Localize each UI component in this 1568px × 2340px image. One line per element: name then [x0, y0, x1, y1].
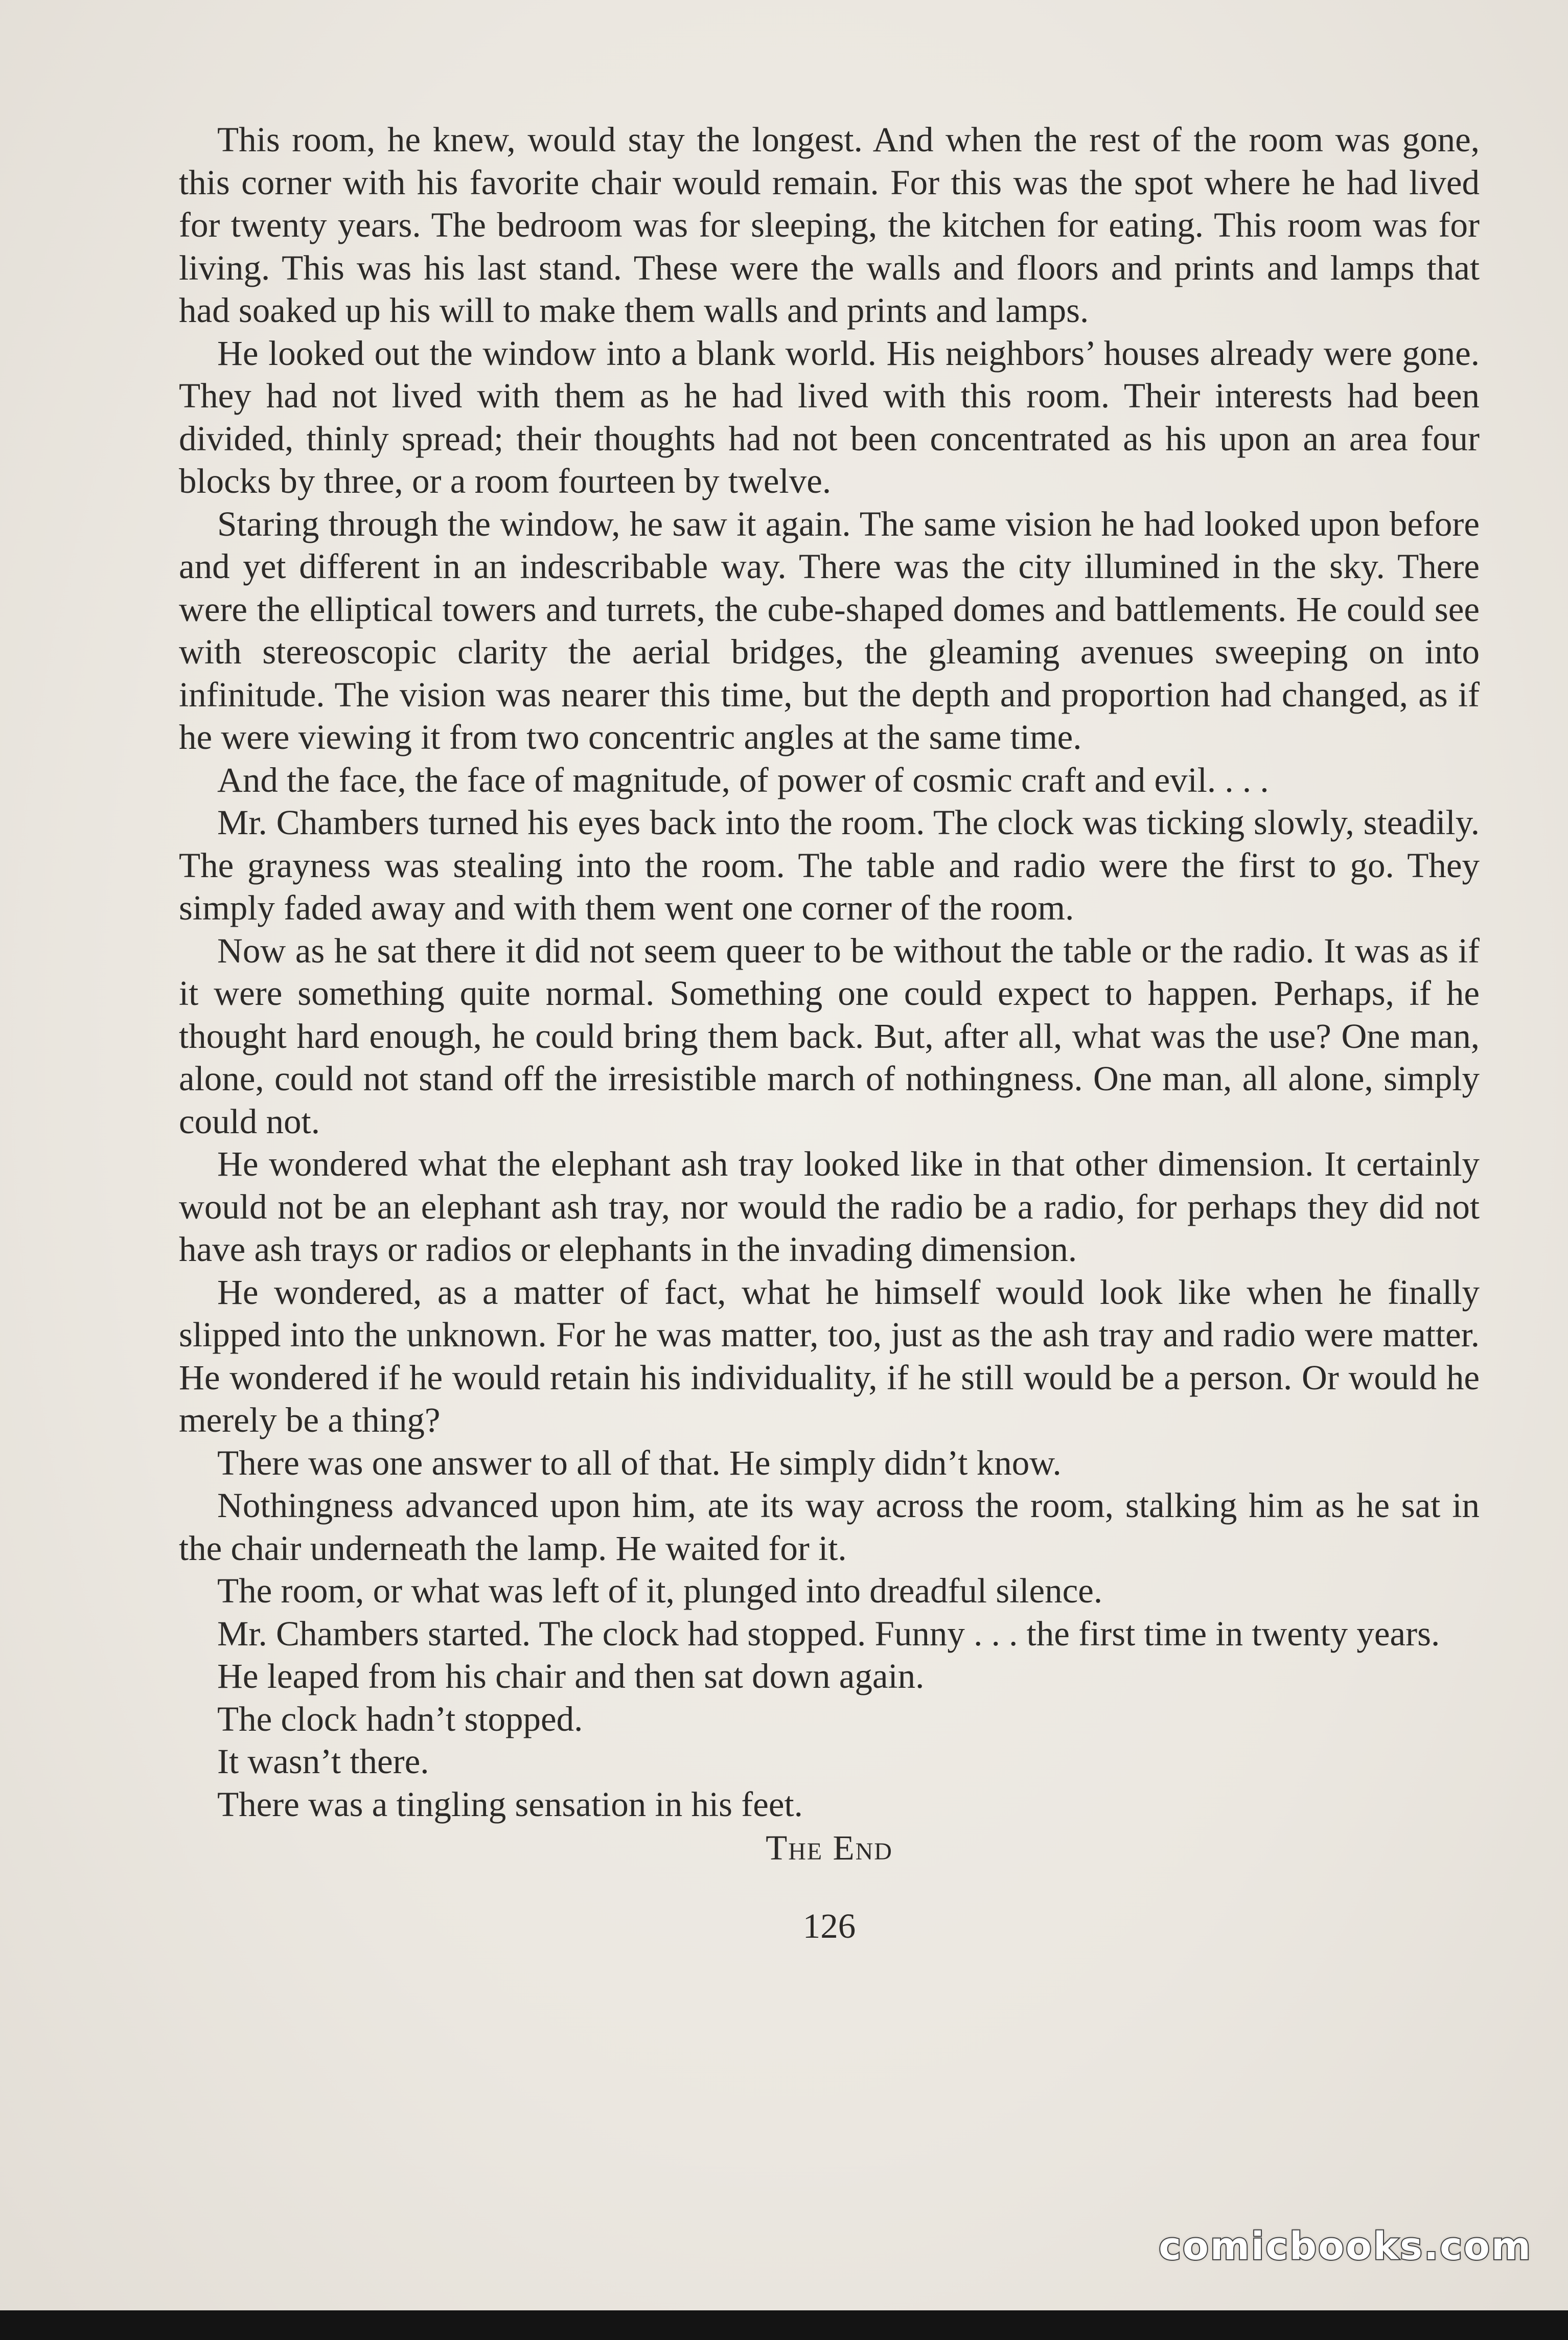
page-number: 126 [802, 1906, 856, 1945]
scan-bottom-edge [0, 2310, 1568, 2340]
paragraph-7: He wondered what the elephant ash tray looked like in that other dimension. It certainly would not be an elephant ash tray, nor would the radio be a radio, for perhaps they did not have ash trays or radios or elephants in the invading dimension. [179, 1144, 1480, 1269]
paragraph-12: Mr. Chambers started. The clock had stopped. Funny . . . the first time in twenty years. [217, 1614, 1440, 1653]
paragraph-1: This room, he knew, would stay the longest. And when the rest of the room was gone, this corner with his favorite chair would remain. For this was the spot where he had lived for twenty years. The bedroom was for sleeping, the kitchen for eating. This room was for living. This was his last stand. These were the walls and floors and prints and lamps that had soaked up his will to make them walls and prints and lamps. [179, 120, 1480, 330]
paragraph-3: Staring through the window, he saw it again. The same vision he had looked upon before and yet different in an indescribable way. There was the city illumined in the sky. There were the elliptical towers and turrets, the cube-shaped domes and battlements. He could see with stereoscopic clarity the aerial bridges, the gleaming avenues sweeping on into infinitude. The vision was nearer this time, but the depth and proportion had changed, as if he were viewing it from two concentric angles at the same time. [179, 504, 1480, 756]
paragraph-10: Nothingness advanced upon him, ate its way across the room, stalking him as he sat in the chair underneath the lamp. He waited for it. [179, 1486, 1480, 1568]
paragraph-8: He wondered, as a matter of fact, what he himself would look like when he finally slipped into the unknown. For he was matter, too, just as the ash tray and radio were matter. He wondered if he would retain his individuality, if he still would be a person. Or would he merely be a thing? [179, 1272, 1480, 1439]
paragraph-4: And the face, the face of magnitude, of power of cosmic craft and evil. . . . [217, 760, 1269, 799]
the-end-mark: The End [766, 1828, 893, 1867]
story-text [179, 119, 1480, 1983]
paragraph-6: Now as he sat there it did not seem queer to be without the table or the radio. It was as if it were something quite normal. Something one could expect to happen. Perhaps, if he thought hard enough, he could bring them back. But, after all, what was the use? One man, alone, could not stand off the irresistible march of nothingness. One man, all alone, simply could not. [179, 931, 1480, 1141]
paragraph-11: The room, or what was left of it, plunged into dreadful silence. [217, 1571, 1103, 1610]
paragraph-5: Mr. Chambers turned his eyes back into the room. The clock was ticking slowly, steadily. The grayness was stealing into the room. The table and radio were the first to go. They simply faded away and with them went one corner of the room. [179, 803, 1480, 927]
paragraph-15: It wasn’t there. [217, 1742, 429, 1781]
paragraph-9: There was one answer to all of that. He simply didn’t know. [217, 1443, 1062, 1482]
watermark-text: comicbooks.com [1159, 2224, 1532, 2268]
paragraph-13: He leaped from his chair and then sat down again. [217, 1657, 925, 1695]
paragraph-16: There was a tingling sensation in his feet. [217, 1784, 803, 1824]
paragraph-2: He looked out the window into a blank world. His neighbors’ houses already were gone. They had not lived with them as he had lived with this room. Their interests had been divided, thinly spread; their thoughts had not been concentrated as his upon an area four blocks by three, or a room fourteen by twelve. [179, 333, 1480, 500]
paragraph-14: The clock hadn’t stopped. [217, 1699, 583, 1738]
